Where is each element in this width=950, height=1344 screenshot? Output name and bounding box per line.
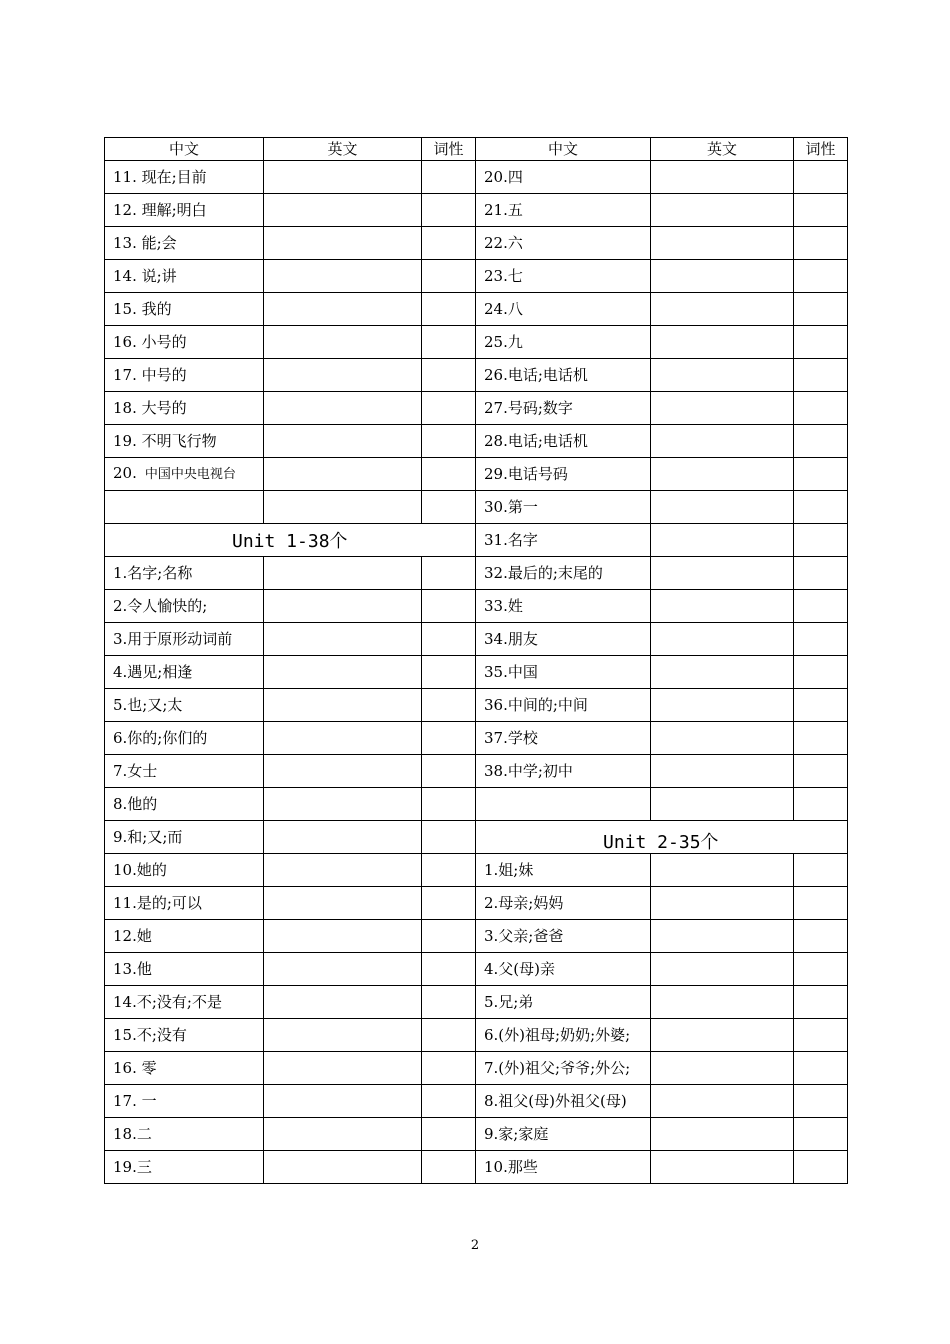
header-chinese-right: 中文	[476, 138, 651, 161]
english-answer-cell-left	[264, 458, 422, 491]
row-number: 20.	[113, 464, 137, 483]
english-answer-cell-right	[651, 953, 794, 986]
english-answer-cell-left	[264, 326, 422, 359]
table-row	[105, 1052, 848, 1085]
chinese-cell-left: 9.和;又;而	[105, 821, 264, 854]
pos-answer-cell-left	[422, 887, 476, 920]
chinese-cell-right: 33.姓	[476, 590, 651, 623]
pos-answer-cell-left	[422, 1052, 476, 1085]
english-answer-cell-left	[264, 887, 422, 920]
chinese-cell-right: 2.母亲;妈妈	[476, 887, 651, 920]
chinese-cell-left: 15.不;没有	[105, 1019, 264, 1052]
table-row	[105, 557, 848, 590]
chinese-cell-left: 6.你的;你们的	[105, 722, 264, 755]
chinese-cell-right: 6.(外)祖母;奶奶;外婆;	[476, 1019, 651, 1052]
english-answer-cell-right	[651, 227, 794, 260]
pos-answer-cell-left	[422, 1085, 476, 1118]
english-answer-cell-right	[651, 524, 794, 557]
pos-answer-cell-left	[422, 854, 476, 887]
pos-answer-cell-right	[794, 524, 848, 557]
chinese-cell-right: 29.电话号码	[476, 458, 651, 491]
table-row	[105, 920, 848, 953]
cctv-label: 中国中央电视台	[144, 467, 236, 483]
english-answer-cell-left	[264, 293, 422, 326]
pos-answer-cell-right	[794, 260, 848, 293]
english-answer-cell-right	[651, 1151, 794, 1184]
header-english-right: 英文	[651, 138, 794, 161]
chinese-cell-left: 4.遇见;相逢	[105, 656, 264, 689]
english-answer-cell-right	[651, 194, 794, 227]
english-answer-cell-right	[651, 788, 794, 821]
english-answer-cell-left	[264, 161, 422, 194]
table-row	[105, 953, 848, 986]
english-answer-cell-right	[651, 458, 794, 491]
pos-answer-cell-right	[794, 755, 848, 788]
chinese-cell-left: 3.用于原形动词前	[105, 623, 264, 656]
english-answer-cell-left	[264, 1118, 422, 1151]
table-row	[105, 755, 848, 788]
english-answer-cell-right	[651, 722, 794, 755]
pos-answer-cell-right	[794, 1151, 848, 1184]
english-answer-cell-left	[264, 392, 422, 425]
pos-answer-cell-right	[794, 194, 848, 227]
chinese-cell-right: 38.中学;初中	[476, 755, 651, 788]
chinese-cell-left: 15. 我的	[105, 293, 264, 326]
chinese-cell-left	[105, 491, 264, 524]
table-header-row	[105, 138, 848, 161]
pos-answer-cell-left	[422, 326, 476, 359]
chinese-cell-right: 25.九	[476, 326, 651, 359]
english-answer-cell-right	[651, 656, 794, 689]
pos-answer-cell-left	[422, 821, 476, 854]
english-answer-cell-left	[264, 194, 422, 227]
pos-answer-cell-right	[794, 392, 848, 425]
pos-answer-cell-right	[794, 458, 848, 491]
pos-answer-cell-right	[794, 425, 848, 458]
chinese-cell-right: 31.名字	[476, 524, 651, 557]
english-answer-cell-right	[651, 293, 794, 326]
english-answer-cell-right	[651, 590, 794, 623]
english-answer-cell-left	[264, 623, 422, 656]
english-answer-cell-left	[264, 260, 422, 293]
table-row	[105, 656, 848, 689]
pos-answer-cell-left	[422, 557, 476, 590]
english-answer-cell-right	[651, 887, 794, 920]
chinese-cell-right: 24.八	[476, 293, 651, 326]
pos-answer-cell-right	[794, 623, 848, 656]
chinese-cell-right: 21.五	[476, 194, 651, 227]
chinese-cell-right: 30.第一	[476, 491, 651, 524]
header-pos-right: 词性	[794, 138, 848, 161]
chinese-cell-left: 7.女士	[105, 755, 264, 788]
english-answer-cell-right	[651, 1019, 794, 1052]
pos-answer-cell-left	[422, 722, 476, 755]
pos-answer-cell-left	[422, 194, 476, 227]
english-answer-cell-right	[651, 359, 794, 392]
english-answer-cell-right	[651, 986, 794, 1019]
english-answer-cell-left	[264, 1052, 422, 1085]
table-row	[105, 623, 848, 656]
english-answer-cell-right	[651, 1085, 794, 1118]
chinese-cell-right: 5.兄;弟	[476, 986, 651, 1019]
chinese-cell-left: 8.他的	[105, 788, 264, 821]
chinese-cell-right: 20.四	[476, 161, 651, 194]
english-answer-cell-right	[651, 161, 794, 194]
chinese-cell-right	[476, 788, 651, 821]
pos-answer-cell-right	[794, 1085, 848, 1118]
pos-answer-cell-left	[422, 1151, 476, 1184]
pos-answer-cell-left	[422, 1019, 476, 1052]
english-answer-cell-left	[264, 227, 422, 260]
table-row	[105, 161, 848, 194]
chinese-cell-left: 11.是的;可以	[105, 887, 264, 920]
pos-answer-cell-right	[794, 887, 848, 920]
table-row	[105, 326, 848, 359]
header-pos-left: 词性	[422, 138, 476, 161]
pos-answer-cell-right	[794, 953, 848, 986]
pos-answer-cell-left	[422, 1118, 476, 1151]
chinese-cell-right: 35.中国	[476, 656, 651, 689]
pos-answer-cell-left	[422, 458, 476, 491]
pos-answer-cell-left	[422, 590, 476, 623]
english-answer-cell-right	[651, 1118, 794, 1151]
english-answer-cell-left	[264, 1085, 422, 1118]
chinese-cell-right: 9.家;家庭	[476, 1118, 651, 1151]
chinese-cell-right: 28.电话;电话机	[476, 425, 651, 458]
header-english-left: 英文	[264, 138, 422, 161]
pos-answer-cell-right	[794, 1052, 848, 1085]
page-number: 2	[470, 1238, 480, 1253]
pos-answer-cell-left	[422, 392, 476, 425]
chinese-cell-left: 5.也;又;太	[105, 689, 264, 722]
chinese-cell-right: 23.七	[476, 260, 651, 293]
chinese-cell-right: 36.中间的;中间	[476, 689, 651, 722]
table-row	[105, 392, 848, 425]
english-answer-cell-left	[264, 689, 422, 722]
chinese-cell-left: 12.她	[105, 920, 264, 953]
english-answer-cell-right	[651, 689, 794, 722]
table-row	[105, 491, 848, 524]
pos-answer-cell-right	[794, 986, 848, 1019]
vocabulary-table	[104, 137, 848, 1184]
pos-answer-cell-right	[794, 557, 848, 590]
pos-answer-cell-left	[422, 425, 476, 458]
chinese-cell-left: 11. 现在;目前	[105, 161, 264, 194]
english-answer-cell-left	[264, 1151, 422, 1184]
chinese-cell-right: 4.父(母)亲	[476, 953, 651, 986]
chinese-cell-right: 8.祖父(母)外祖父(母)	[476, 1085, 651, 1118]
english-answer-cell-left	[264, 821, 422, 854]
english-answer-cell-left	[264, 953, 422, 986]
table-row	[105, 194, 848, 227]
pos-answer-cell-left	[422, 491, 476, 524]
english-answer-cell-right	[651, 1052, 794, 1085]
pos-answer-cell-right	[794, 491, 848, 524]
header-chinese-left: 中文	[105, 138, 264, 161]
pos-answer-cell-left	[422, 689, 476, 722]
table-row	[105, 590, 848, 623]
english-answer-cell-right	[651, 491, 794, 524]
english-answer-cell-right	[651, 392, 794, 425]
chinese-cell-right: 7.(外)祖父;爷爷;外公;	[476, 1052, 651, 1085]
english-answer-cell-left	[264, 854, 422, 887]
pos-answer-cell-left	[422, 986, 476, 1019]
chinese-cell-left	[105, 458, 264, 491]
english-answer-cell-right	[651, 557, 794, 590]
chinese-cell-left: 19. 不明飞行物	[105, 425, 264, 458]
english-answer-cell-right	[651, 623, 794, 656]
table-row	[105, 425, 848, 458]
english-answer-cell-left	[264, 590, 422, 623]
table-row	[105, 1019, 848, 1052]
chinese-cell-left: 17. 一	[105, 1085, 264, 1118]
chinese-cell-right: 32.最后的;末尾的	[476, 557, 651, 590]
table-row	[105, 458, 848, 491]
pos-answer-cell-right	[794, 722, 848, 755]
unit-1-title: Unit 1-38个	[232, 531, 348, 552]
table-row	[105, 689, 848, 722]
pos-answer-cell-right	[794, 1019, 848, 1052]
pos-answer-cell-left	[422, 953, 476, 986]
chinese-cell-right: 10.那些	[476, 1151, 651, 1184]
pos-answer-cell-right	[794, 788, 848, 821]
chinese-cell-left: 1.名字;名称	[105, 557, 264, 590]
english-answer-cell-left	[264, 755, 422, 788]
table-row	[105, 986, 848, 1019]
table-row	[105, 293, 848, 326]
chinese-cell-left: 18. 大号的	[105, 392, 264, 425]
table-row	[105, 1118, 848, 1151]
pos-answer-cell-right	[794, 326, 848, 359]
pos-answer-cell-left	[422, 359, 476, 392]
table-row	[105, 227, 848, 260]
english-answer-cell-left	[264, 920, 422, 953]
table-row	[105, 1151, 848, 1184]
chinese-cell-left: 14. 说;讲	[105, 260, 264, 293]
chinese-cell-right: 37.学校	[476, 722, 651, 755]
chinese-cell-left: 2.令人愉快的;	[105, 590, 264, 623]
chinese-cell-left: 19.三	[105, 1151, 264, 1184]
english-answer-cell-right	[651, 920, 794, 953]
english-answer-cell-left	[264, 557, 422, 590]
chinese-cell-right: 1.姐;妹	[476, 854, 651, 887]
chinese-cell-left: 14.不;没有;不是	[105, 986, 264, 1019]
table-row	[105, 722, 848, 755]
english-answer-cell-left	[264, 491, 422, 524]
pos-answer-cell-right	[794, 920, 848, 953]
chinese-cell-right: 34.朋友	[476, 623, 651, 656]
unit-2-title: Unit 2-35个	[603, 832, 719, 853]
chinese-cell-right: 22.六	[476, 227, 651, 260]
pos-answer-cell-left	[422, 656, 476, 689]
english-answer-cell-right	[651, 425, 794, 458]
chinese-cell-right: 27.号码;数字	[476, 392, 651, 425]
chinese-cell-left: 13. 能;会	[105, 227, 264, 260]
chinese-cell-left: 16. 小号的	[105, 326, 264, 359]
pos-answer-cell-left	[422, 623, 476, 656]
table-row	[105, 887, 848, 920]
pos-answer-cell-left	[422, 227, 476, 260]
chinese-cell-left: 12. 理解;明白	[105, 194, 264, 227]
table-row	[105, 524, 848, 557]
english-answer-cell-left	[264, 656, 422, 689]
pos-answer-cell-right	[794, 359, 848, 392]
pos-answer-cell-left	[422, 788, 476, 821]
pos-answer-cell-left	[422, 755, 476, 788]
pos-answer-cell-right	[794, 1118, 848, 1151]
pos-answer-cell-left	[422, 920, 476, 953]
pos-answer-cell-right	[794, 227, 848, 260]
english-answer-cell-left	[264, 359, 422, 392]
english-answer-cell-left	[264, 722, 422, 755]
pos-answer-cell-right	[794, 161, 848, 194]
pos-answer-cell-right	[794, 854, 848, 887]
table-row	[105, 854, 848, 887]
english-answer-cell-left	[264, 1019, 422, 1052]
pos-answer-cell-right	[794, 656, 848, 689]
table-row	[105, 788, 848, 821]
chinese-cell-left: 17. 中号的	[105, 359, 264, 392]
pos-answer-cell-left	[422, 161, 476, 194]
chinese-cell-right: 3.父亲;爸爸	[476, 920, 651, 953]
table-row	[105, 1085, 848, 1118]
english-answer-cell-right	[651, 326, 794, 359]
pos-answer-cell-left	[422, 260, 476, 293]
chinese-cell-left: 18.二	[105, 1118, 264, 1151]
chinese-cell-left: 16. 零	[105, 1052, 264, 1085]
pos-answer-cell-right	[794, 590, 848, 623]
pos-answer-cell-right	[794, 689, 848, 722]
chinese-cell-left: 13.他	[105, 953, 264, 986]
english-answer-cell-left	[264, 788, 422, 821]
english-answer-cell-left	[264, 986, 422, 1019]
table-row	[105, 359, 848, 392]
english-answer-cell-right	[651, 755, 794, 788]
pos-answer-cell-right	[794, 293, 848, 326]
chinese-cell-left: 10.她的	[105, 854, 264, 887]
table-row	[105, 260, 848, 293]
english-answer-cell-left	[264, 425, 422, 458]
pos-answer-cell-left	[422, 293, 476, 326]
english-answer-cell-right	[651, 260, 794, 293]
table-row	[105, 821, 848, 854]
english-answer-cell-right	[651, 854, 794, 887]
vocabulary-table-body	[105, 138, 848, 1184]
chinese-cell-right: 26.电话;电话机	[476, 359, 651, 392]
